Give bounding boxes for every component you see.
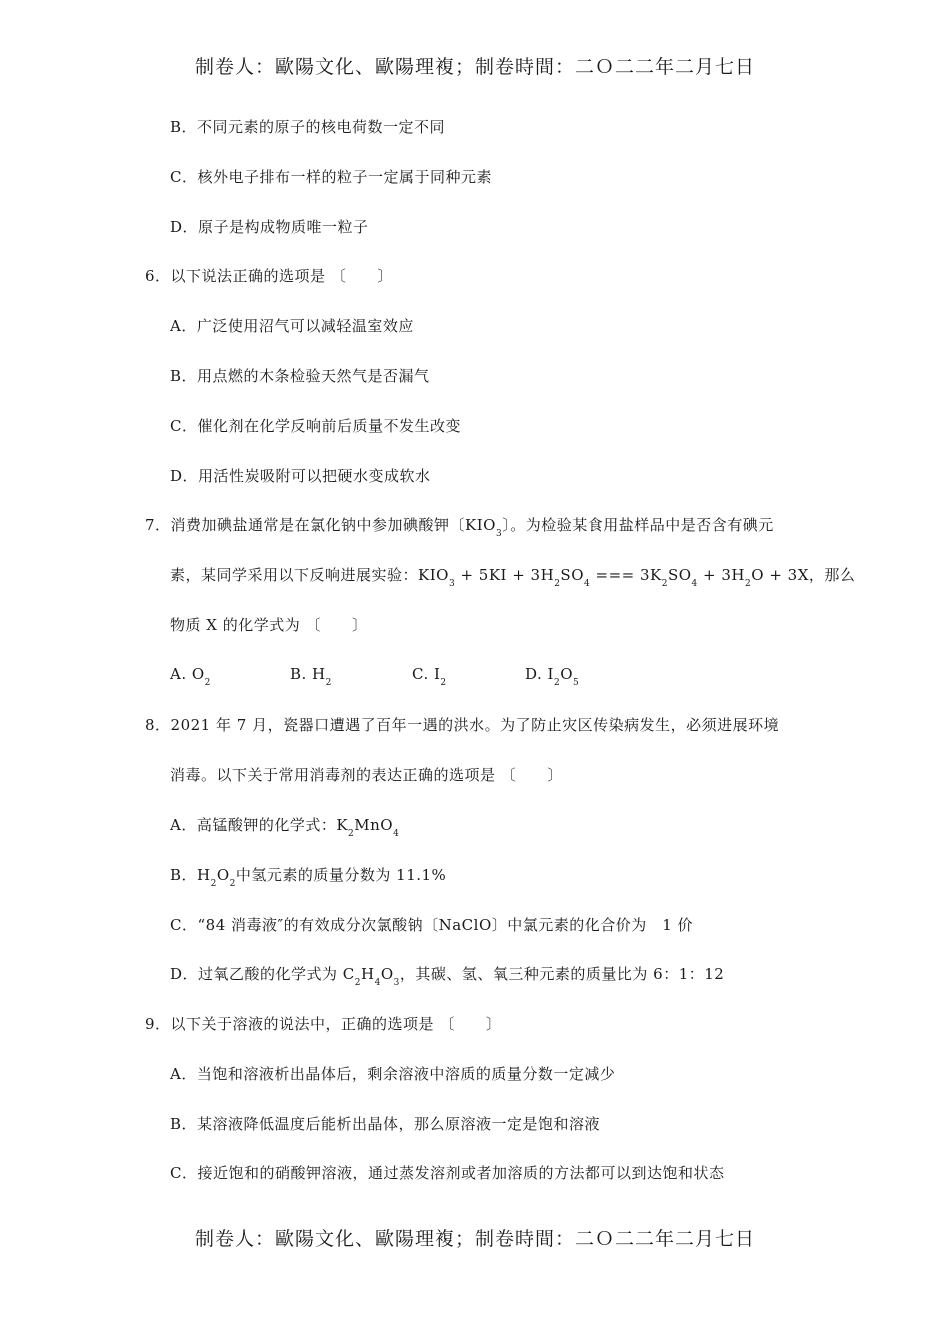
q5-option-c: C．核外电子排布一样的粒子一定属于同种元素 xyxy=(170,168,492,186)
subscript: 4 xyxy=(691,579,698,589)
subscript: 4 xyxy=(584,579,591,589)
q9-option-c: C．接近饱和的硝酸钾溶液，通过蒸发溶剂或者加溶质的方法都可以到达饱和状态 xyxy=(170,1164,725,1182)
q7-text-2a: 素，某同学采用以下反响进展实验：KIO xyxy=(170,566,449,584)
q7-text-2c: SO xyxy=(560,566,584,584)
q7-text-2e: SO xyxy=(667,566,692,584)
q7-option-c: C. $I_2$ xyxy=(412,665,447,688)
q7-option-d: D. $I_2O_5$ xyxy=(525,665,580,688)
q7-text-2b: + 5KI + 3H xyxy=(455,566,555,584)
q7-text-1b: 〕。为检验某食用盐样品中是否含有碘元 xyxy=(502,516,774,534)
subscript: 2 xyxy=(661,579,668,589)
subscript: 2 xyxy=(745,579,752,589)
q7-text-2g: O + 3X，那么 xyxy=(751,566,856,584)
subscript: 2 xyxy=(554,579,561,589)
q6-stem: 6．以下说法正确的选项是 〔 〕 xyxy=(145,267,393,285)
subscript: 3 xyxy=(448,579,456,589)
q7-text-2d: === 3K xyxy=(590,566,662,584)
q8-option-b: B．$H_2O_2$中氢元素的质量分数为 11.1% xyxy=(170,866,447,889)
page-footer: 制卷人：歐陽文化、歐陽理複；制卷時間：二Ｏ二二年二月七日 xyxy=(194,1228,755,1250)
q5-option-d: D．原子是构成物质唯一粒子 xyxy=(170,218,369,236)
q5-option-b: B．不同元素的原子的核电荷数一定不同 xyxy=(170,118,446,136)
q8-option-a: A．高锰酸钾的化学式：$K_2MnO_4$ xyxy=(170,816,400,839)
q7-option-b: B. $H_2$ xyxy=(290,665,332,688)
subscript: 3 xyxy=(495,529,503,539)
q6-option-c: C．催化剂在化学反响前后质量不发生改变 xyxy=(170,417,461,435)
q7-stem-line3: 物质 X 的化学式为 〔 〕 xyxy=(170,616,368,634)
q7-option-a: A. $O_2$ xyxy=(170,665,211,688)
q8-stem-line1: 8．2021 年 7 月，瓷器口遭遇了百年一遇的洪水。为了防止灾区传染病发生，必须进展环境 xyxy=(145,716,780,734)
q6-option-d: D．用活性炭吸附可以把硬水变成软水 xyxy=(170,467,431,485)
q7-text-2f: + 3H xyxy=(697,566,746,584)
q7-stem-line1 xyxy=(145,514,774,539)
q8-option-c: C．“84 消毒液″的有效成分次氯酸钠〔NaClO〕中氯元素的化合价为 1 价 xyxy=(170,916,694,934)
q7-text-1a: 7．消费加碘盐通常是在氯化钠中参加碘酸钾〔KIO xyxy=(145,516,496,534)
q7-stem-line2 xyxy=(170,564,856,589)
q9-stem: 9．以下关于溶液的说法中，正确的选项是 〔 〕 xyxy=(145,1015,502,1033)
page-header: 制卷人：歐陽文化、歐陽理複；制卷時間：二Ｏ二二年二月七日 xyxy=(194,56,755,78)
q7-options xyxy=(170,665,770,688)
q9-option-b: B．某溶液降低温度后能析出晶体，那么原溶液一定是饱和溶液 xyxy=(170,1115,601,1133)
q8-stem-line2: 消毒。以下关于常用消毒剂的表达正确的选项是 〔 〕 xyxy=(170,766,563,784)
q6-option-a: A．广泛使用沼气可以减轻温室效应 xyxy=(170,317,414,335)
q9-option-a: A．当饱和溶液析出晶体后，剩余溶液中溶质的质量分数一定减少 xyxy=(170,1065,616,1083)
q6-option-b: B．用点燃的木条检验天然气是否漏气 xyxy=(170,367,430,385)
q8-option-d: D．过氧乙酸的化学式为 $C_2H_4O_3$，其碳、氢、氧三种元素的质量比为 6：1：12 xyxy=(170,965,725,988)
